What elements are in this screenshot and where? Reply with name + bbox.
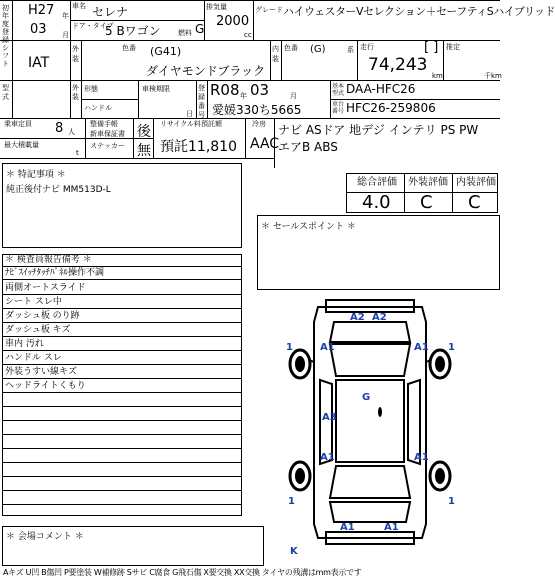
grade-label: グレード <box>255 6 283 14</box>
equipment-line-1: ナビ ASドア 地デジ インテリ PS PW <box>278 123 479 137</box>
month-unit: 月 <box>62 31 69 39</box>
inspection-line <box>2 450 242 463</box>
inspection-line <box>2 408 242 421</box>
thousand-km-label: 千km <box>484 72 502 80</box>
estimated-label: 推定 <box>446 43 460 51</box>
aircon-value: AAC <box>250 136 280 152</box>
exterior-score-label: 外装評価 <box>408 177 448 188</box>
car-name: セレナ <box>92 5 129 19</box>
damage-mark: A1 <box>320 452 335 463</box>
damage-mark: 1 <box>448 342 455 353</box>
inspection-line <box>2 394 242 407</box>
inspection-month-unit: 月 <box>290 92 297 100</box>
damage-mark: A1 <box>340 522 355 533</box>
chassis-number-label: 車台番号 <box>332 101 345 115</box>
door-type: 5 Bワゴン <box>105 24 161 38</box>
first-registration-label: 初年度登録 <box>2 4 9 44</box>
interior-color: (G) <box>310 44 326 55</box>
chassis-number: HFC26-259806 <box>346 101 436 115</box>
plate-label: 登録番号 <box>198 84 205 119</box>
damage-mark: 1 <box>286 342 293 353</box>
overall-score-value: 4.0 <box>362 192 391 213</box>
damage-mark: A1 <box>384 522 399 533</box>
capacity-label: 乗車定員 <box>4 120 32 128</box>
damage-mark: G <box>362 392 371 403</box>
sticker-label: ステッカー <box>90 142 125 150</box>
handle-label: ハンドル <box>84 104 112 112</box>
mileage-label: 走行 <box>360 43 374 51</box>
damage-mark: A2 <box>372 312 387 323</box>
interior-label: 内装 <box>272 45 279 63</box>
inspection-line: ダッシュ板 キズ <box>2 324 242 337</box>
inspection-line: ﾅﾋﾞｽｲｯﾁﾀｯﾁﾊﾟﾈﾙ操作不調 <box>2 267 242 280</box>
fuel-label: 燃料 <box>178 29 192 37</box>
damage-mark: A2 <box>350 312 365 323</box>
equipment-line-2: エアB ABS <box>278 140 338 154</box>
damage-mark: A1 <box>414 452 429 463</box>
grade-value: ハイウェスターVセレクション＋セーフティSハイブリッド <box>283 5 555 18</box>
damage-mark: A1 <box>320 342 335 353</box>
inspection-line: シート スレ中 <box>2 296 242 309</box>
mileage-value: 74,243 <box>368 55 428 75</box>
interior-score-label: 内装評価 <box>456 177 496 188</box>
year-unit: 年 <box>62 12 69 20</box>
exterior-score-value: C <box>420 192 433 213</box>
color-name: ダイヤモンドブラック <box>146 64 266 78</box>
car-damage-diagram <box>280 292 460 560</box>
warranty-label: 新車保証書 <box>90 130 125 138</box>
inspection-line <box>2 422 242 435</box>
inspection-line: ダッシュ板 のり跡 <box>2 310 242 323</box>
inspection-title: ＊ 検査員報告備考 ＊ <box>2 254 242 267</box>
inspection-expiry-label: 車検期限 <box>142 85 170 93</box>
km-label: km <box>432 72 443 80</box>
inspection-line: 車内 汚れ <box>2 338 242 351</box>
damage-mark: 1 <box>448 496 455 507</box>
max-load-label: 最大積載量 <box>4 141 39 149</box>
inspection-expiry-month: 03 <box>250 81 270 99</box>
aircon-label: 冷房 <box>252 120 266 128</box>
mileage-bracket: [ ] <box>424 40 439 55</box>
recycle-fee-value: 預託11,810 <box>160 139 237 155</box>
door-type-label: ドア・タイプ <box>72 22 114 30</box>
damage-mark: K <box>290 546 298 557</box>
damage-mark: 1 <box>288 496 295 507</box>
plate-number: 愛媛330ち5665 <box>212 103 302 117</box>
capacity-unit: 人 <box>68 128 75 136</box>
fuel-value: G <box>195 22 205 36</box>
max-load-unit: t <box>76 149 79 157</box>
exterior-label: 外装 <box>72 45 79 63</box>
venue-comment-title: ＊ 会場コメント ＊ <box>6 532 84 542</box>
car-name-label: 車名 <box>72 2 86 10</box>
inspection-line: 外装うすい線キズ <box>2 366 242 379</box>
day-label: 日 <box>186 110 193 118</box>
registration-month: 03 <box>30 22 47 37</box>
base-model-label: 基本型式 <box>332 83 345 97</box>
body-form-label: 形態 <box>84 85 98 93</box>
damage-mark: A1 <box>414 342 429 353</box>
recycle-fee-label: リサイクル料預託額 <box>160 120 223 128</box>
sticker-value: 無 <box>137 143 151 159</box>
shift-value: IAT <box>28 55 50 71</box>
shift-label: シフト <box>2 44 9 68</box>
displacement-value: 2000 <box>216 14 250 29</box>
registration-year: H27 <box>28 3 55 18</box>
inspection-year-unit: 年 <box>240 92 247 100</box>
displacement-label: 排気量 <box>206 3 227 11</box>
inspection-line <box>2 464 242 477</box>
color-code: (G41) <box>150 45 182 58</box>
inspection-expiry-era: R08 <box>210 81 240 99</box>
special-notes-title: ＊ 特記事項 ＊ <box>6 170 66 180</box>
sales-point-title: ＊ セールスポイント ＊ <box>261 222 356 232</box>
color-code-label: 色番 <box>122 44 136 52</box>
cc-label: cc <box>244 31 252 39</box>
manual-value: 後 <box>137 124 151 140</box>
model-label: 型式 <box>2 84 9 101</box>
repair-history-label: 外装 <box>72 84 79 101</box>
inspection-line: ヘッドライトくもり <box>2 380 242 393</box>
inspection-line <box>2 492 242 505</box>
capacity-value: 8 <box>55 121 64 136</box>
inspection-line: ハンドル スレ <box>2 352 242 365</box>
base-model: DAA-HFC26 <box>346 82 416 96</box>
manual-label: 整備手帳 <box>90 120 118 128</box>
damage-mark: A3 <box>322 412 337 423</box>
legend: Aキズ U凹 B傷凹 P要塗装 W補修跡 Sサビ C腐食 G飛石傷 X要交換 XX交換 タイヤの残溝はmm表示です <box>3 568 362 577</box>
series-label: 系 <box>347 46 354 54</box>
inspection-line: 両側オートスライド <box>2 282 242 295</box>
interior-color-label: 色番 <box>284 44 298 52</box>
inspection-line <box>2 478 242 491</box>
interior-score-value: C <box>468 192 481 213</box>
special-notes-text: 純正後付ナビ MM513D-L <box>6 185 111 195</box>
overall-score-label: 総合評価 <box>357 177 397 188</box>
inspection-line <box>2 436 242 449</box>
